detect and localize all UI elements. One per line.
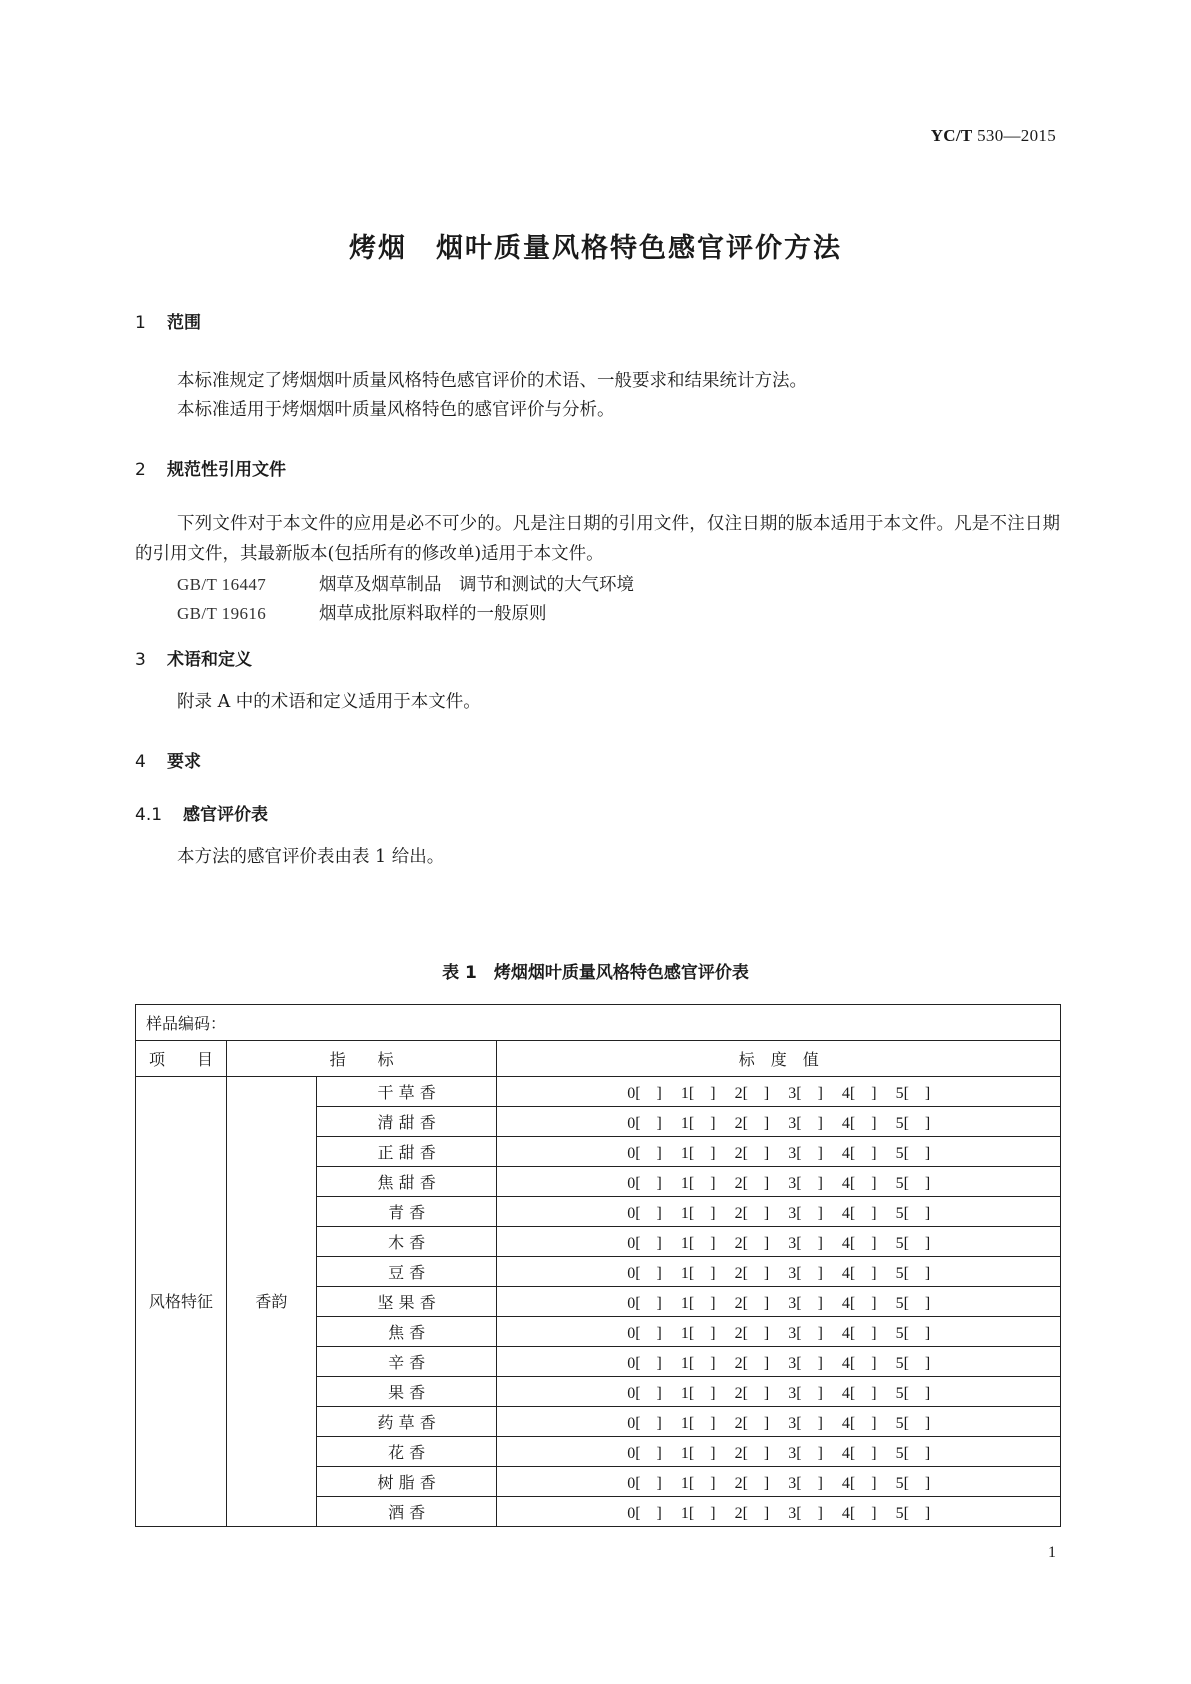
- scale-checkbox[interactable]: 4[ ]: [841, 1355, 877, 1372]
- attribute-name: 药 草 香: [316, 1407, 497, 1437]
- scale-checkbox[interactable]: 4[ ]: [841, 1505, 877, 1522]
- attribute-name: 正 甜 香: [316, 1137, 497, 1167]
- group-char: 征: [196, 1292, 213, 1311]
- scale-cell: [497, 1257, 1061, 1287]
- scale-checkbox[interactable]: 1[ ]: [680, 1205, 716, 1222]
- scale-cell: [497, 1137, 1061, 1167]
- table-header-row: [136, 1041, 1061, 1077]
- scale-checkbox[interactable]: 1[ ]: [680, 1355, 716, 1372]
- scale-checkbox[interactable]: 3[ ]: [788, 1175, 823, 1192]
- scale-checkbox[interactable]: 0[ ]: [627, 1415, 662, 1432]
- scale-checkbox[interactable]: 1[ ]: [680, 1145, 716, 1162]
- scale-checkbox[interactable]: 2[ ]: [734, 1415, 770, 1432]
- reference-item: [177, 571, 634, 596]
- scale-checkbox[interactable]: 0[ ]: [627, 1325, 662, 1342]
- scale-checkbox[interactable]: 5[ ]: [895, 1475, 931, 1492]
- scale-checkbox[interactable]: 3[ ]: [788, 1325, 823, 1342]
- scale-checkbox[interactable]: 4[ ]: [841, 1145, 877, 1162]
- subgroup-cell-aroma: [226, 1077, 316, 1527]
- table-intro-paragraph: 本方法的感官评价表由表 1 给出。: [177, 847, 445, 867]
- attribute-name: 辛 香: [316, 1347, 497, 1377]
- scale-checkbox[interactable]: 5[ ]: [895, 1505, 931, 1522]
- standard-code-number: 530—2015: [972, 126, 1056, 145]
- scale-checkbox[interactable]: 4[ ]: [841, 1175, 877, 1192]
- scale-checkbox[interactable]: 5[ ]: [895, 1265, 931, 1282]
- scale-checkbox[interactable]: 0[ ]: [627, 1265, 662, 1282]
- scale-checkbox[interactable]: 2[ ]: [734, 1295, 770, 1312]
- scale-checkbox[interactable]: 2[ ]: [734, 1175, 770, 1192]
- attribute-name: 树 脂 香: [316, 1467, 497, 1497]
- scale-checkbox[interactable]: 2[ ]: [734, 1115, 770, 1132]
- scale-cell: [497, 1197, 1061, 1227]
- section-title: 感官评价表: [183, 805, 268, 825]
- scale-checkbox[interactable]: 3[ ]: [788, 1205, 823, 1222]
- scale-checkbox[interactable]: 4[ ]: [841, 1205, 877, 1222]
- scale-checkbox[interactable]: 1[ ]: [680, 1175, 716, 1192]
- scale-checkbox[interactable]: 2[ ]: [734, 1355, 770, 1372]
- group-char: 风: [148, 1292, 165, 1311]
- scale-checkbox[interactable]: 0[ ]: [627, 1205, 662, 1222]
- scale-checkbox[interactable]: 0[ ]: [627, 1085, 662, 1102]
- sensory-evaluation-table: [135, 1004, 1061, 1527]
- scale-checkbox[interactable]: 0[ ]: [627, 1145, 662, 1162]
- scale-checkbox[interactable]: 2[ ]: [734, 1145, 770, 1162]
- scale-checkbox[interactable]: 5[ ]: [895, 1205, 931, 1222]
- scale-checkbox[interactable]: 4[ ]: [841, 1295, 877, 1312]
- scale-checkbox[interactable]: 1[ ]: [680, 1115, 716, 1132]
- scale-checkbox[interactable]: 4[ ]: [841, 1415, 877, 1432]
- scale-checkbox[interactable]: 2[ ]: [734, 1385, 770, 1402]
- scale-checkbox[interactable]: 0[ ]: [627, 1385, 662, 1402]
- document-title: 烤烟 烟叶质量风格特色感官评价方法: [349, 233, 842, 264]
- group-cell-style-feature: [136, 1077, 227, 1527]
- scale-checkbox[interactable]: 0[ ]: [627, 1505, 662, 1522]
- scale-checkbox[interactable]: 5[ ]: [895, 1415, 931, 1432]
- attribute-name: 酒 香: [316, 1497, 497, 1527]
- scale-cell: [497, 1167, 1061, 1197]
- attribute-name: 焦 甜 香: [316, 1167, 497, 1197]
- section-title: 范围: [167, 313, 201, 333]
- attribute-name: 干 草 香: [316, 1077, 497, 1107]
- scale-checkbox[interactable]: 2[ ]: [734, 1445, 770, 1462]
- column-header-indicator: 指 标: [226, 1041, 497, 1077]
- table-row: [136, 1077, 1061, 1107]
- section-number: 1: [135, 313, 146, 333]
- section-title: 要求: [167, 752, 201, 772]
- reference-code: GB/T 16447: [177, 575, 267, 594]
- scale-checkbox[interactable]: 2[ ]: [734, 1085, 770, 1102]
- scale-checkbox[interactable]: 4[ ]: [841, 1445, 877, 1462]
- scale-checkbox[interactable]: 3[ ]: [788, 1505, 823, 1522]
- reference-title: 烟草成批原料取样的一般原则: [319, 604, 547, 624]
- scale-checkbox[interactable]: 2[ ]: [734, 1475, 770, 1492]
- scale-checkbox[interactable]: 1[ ]: [680, 1295, 716, 1312]
- attribute-name: 焦 香: [316, 1317, 497, 1347]
- scale-checkbox[interactable]: 4[ ]: [841, 1325, 877, 1342]
- scale-checkbox[interactable]: 4[ ]: [841, 1115, 877, 1132]
- attribute-name: 木 香: [316, 1227, 497, 1257]
- scale-cell: [497, 1227, 1061, 1257]
- scale-checkbox[interactable]: 4[ ]: [841, 1085, 877, 1102]
- scale-checkbox[interactable]: 5[ ]: [895, 1385, 931, 1402]
- scale-checkbox[interactable]: 2[ ]: [734, 1325, 770, 1342]
- scope-paragraph-2: 本标准适用于烤烟烟叶质量风格特色的感官评价与分析。: [177, 400, 615, 420]
- subgroup-char: 韵: [271, 1292, 288, 1311]
- scale-checkbox[interactable]: 0[ ]: [627, 1235, 662, 1252]
- scale-checkbox[interactable]: 0[ ]: [627, 1355, 662, 1372]
- scale-checkbox[interactable]: 4[ ]: [841, 1385, 877, 1402]
- scale-cell: [497, 1467, 1061, 1497]
- scale-checkbox[interactable]: 0[ ]: [627, 1475, 662, 1492]
- scope-paragraph-1: 本标准规定了烤烟烟叶质量风格特色感官评价的术语、一般要求和结果统计方法。: [177, 371, 807, 391]
- section-3-heading: [135, 645, 252, 670]
- scale-checkbox[interactable]: 2[ ]: [734, 1205, 770, 1222]
- scale-checkbox[interactable]: 5[ ]: [895, 1085, 931, 1102]
- group-char: 特: [180, 1292, 197, 1311]
- scale-checkbox[interactable]: 5[ ]: [895, 1325, 931, 1342]
- scale-checkbox[interactable]: 1[ ]: [680, 1235, 716, 1252]
- scale-cell: [497, 1287, 1061, 1317]
- section-title: 规范性引用文件: [167, 460, 286, 480]
- section-number: 4.1: [135, 805, 163, 825]
- subgroup-char: 香: [255, 1292, 272, 1311]
- scale-checkbox[interactable]: 3[ ]: [788, 1235, 823, 1252]
- scale-checkbox[interactable]: 1[ ]: [680, 1385, 716, 1402]
- scale-checkbox[interactable]: 5[ ]: [895, 1295, 931, 1312]
- page-number: 1: [1048, 1544, 1056, 1561]
- scale-checkbox[interactable]: 4[ ]: [841, 1475, 877, 1492]
- section-number: 4: [135, 752, 146, 772]
- scale-checkbox[interactable]: 5[ ]: [895, 1235, 931, 1252]
- references-intro-paragraph: 下列文件对于本文件的应用是必不可少的。凡是注日期的引用文件，仅注日期的版本适用于本文件。凡是不注日期的引用文件，其最新版本(包括所有的修改单)适用于本文件。: [135, 514, 1060, 564]
- attribute-name: 花 香: [316, 1437, 497, 1467]
- scale-checkbox[interactable]: 0[ ]: [627, 1445, 662, 1462]
- scale-checkbox[interactable]: 3[ ]: [788, 1355, 823, 1372]
- scale-checkbox[interactable]: 0[ ]: [627, 1175, 662, 1192]
- scale-checkbox[interactable]: 3[ ]: [788, 1415, 823, 1432]
- scale-cell: [497, 1497, 1061, 1527]
- scale-checkbox[interactable]: 0[ ]: [627, 1115, 662, 1132]
- scale-checkbox[interactable]: 1[ ]: [680, 1265, 716, 1282]
- section-4-heading: [135, 747, 201, 772]
- scale-cell: [497, 1437, 1061, 1467]
- scale-cell: [497, 1317, 1061, 1347]
- reference-item: [177, 600, 547, 625]
- table-caption: 表 1 烤烟烟叶质量风格特色感官评价表: [442, 963, 749, 983]
- section-4-1-heading: [135, 800, 268, 825]
- scale-checkbox[interactable]: 1[ ]: [680, 1415, 716, 1432]
- scale-checkbox[interactable]: 3[ ]: [788, 1265, 823, 1282]
- scale-checkbox[interactable]: 3[ ]: [788, 1475, 823, 1492]
- scale-checkbox[interactable]: 5[ ]: [895, 1355, 931, 1372]
- attribute-name: 清 甜 香: [316, 1107, 497, 1137]
- scale-checkbox[interactable]: 3[ ]: [788, 1385, 823, 1402]
- scale-cell: [497, 1077, 1061, 1107]
- attribute-name: 坚 果 香: [316, 1287, 497, 1317]
- attribute-name: 豆 香: [316, 1257, 497, 1287]
- section-1-heading: [135, 308, 201, 333]
- scale-checkbox[interactable]: 1[ ]: [680, 1475, 716, 1492]
- scale-checkbox[interactable]: 1[ ]: [680, 1505, 716, 1522]
- scale-checkbox[interactable]: 4[ ]: [841, 1265, 877, 1282]
- scale-checkbox[interactable]: 3[ ]: [788, 1295, 823, 1312]
- scale-checkbox[interactable]: 2[ ]: [734, 1505, 770, 1522]
- scale-cell: [497, 1107, 1061, 1137]
- attribute-name: 果 香: [316, 1377, 497, 1407]
- scale-checkbox[interactable]: 3[ ]: [788, 1115, 823, 1132]
- scale-checkbox[interactable]: 5[ ]: [895, 1145, 931, 1162]
- sample-code-label: 样品编码：: [136, 1005, 1061, 1041]
- section-2-heading: [135, 455, 286, 480]
- group-char: 格: [164, 1292, 181, 1311]
- scale-checkbox[interactable]: 1[ ]: [680, 1325, 716, 1342]
- scale-checkbox[interactable]: 0[ ]: [627, 1295, 662, 1312]
- scale-checkbox[interactable]: 1[ ]: [680, 1085, 716, 1102]
- scale-checkbox[interactable]: 4[ ]: [841, 1235, 877, 1252]
- standard-code-prefix: YC/T: [930, 126, 973, 145]
- scale-checkbox[interactable]: 3[ ]: [788, 1445, 823, 1462]
- scale-checkbox[interactable]: 1[ ]: [680, 1445, 716, 1462]
- scale-checkbox[interactable]: 3[ ]: [788, 1085, 823, 1102]
- reference-title: 烟草及烟草制品 调节和测试的大气环境: [319, 575, 634, 595]
- scale-cell: [497, 1347, 1061, 1377]
- scale-cell: [497, 1407, 1061, 1437]
- scale-checkbox[interactable]: 5[ ]: [895, 1175, 931, 1192]
- section-title: 术语和定义: [167, 650, 252, 670]
- scale-checkbox[interactable]: 2[ ]: [734, 1265, 770, 1282]
- standard-code: [931, 126, 1056, 146]
- scale-checkbox[interactable]: 2[ ]: [734, 1235, 770, 1252]
- scale-checkbox[interactable]: 5[ ]: [895, 1115, 931, 1132]
- column-header-item: 项 目: [136, 1041, 227, 1077]
- attribute-name: 青 香: [316, 1197, 497, 1227]
- scale-cell: [497, 1377, 1061, 1407]
- terms-paragraph: 附录 A 中的术语和定义适用于本文件。: [177, 692, 481, 712]
- reference-code: GB/T 19616: [177, 604, 267, 623]
- section-number: 3: [135, 650, 146, 670]
- scale-checkbox[interactable]: 5[ ]: [895, 1445, 931, 1462]
- scale-checkbox[interactable]: 3[ ]: [788, 1145, 823, 1162]
- section-number: 2: [135, 460, 146, 480]
- sample-code-row: [136, 1005, 1061, 1041]
- column-header-scale: 标 度 值: [497, 1041, 1061, 1077]
